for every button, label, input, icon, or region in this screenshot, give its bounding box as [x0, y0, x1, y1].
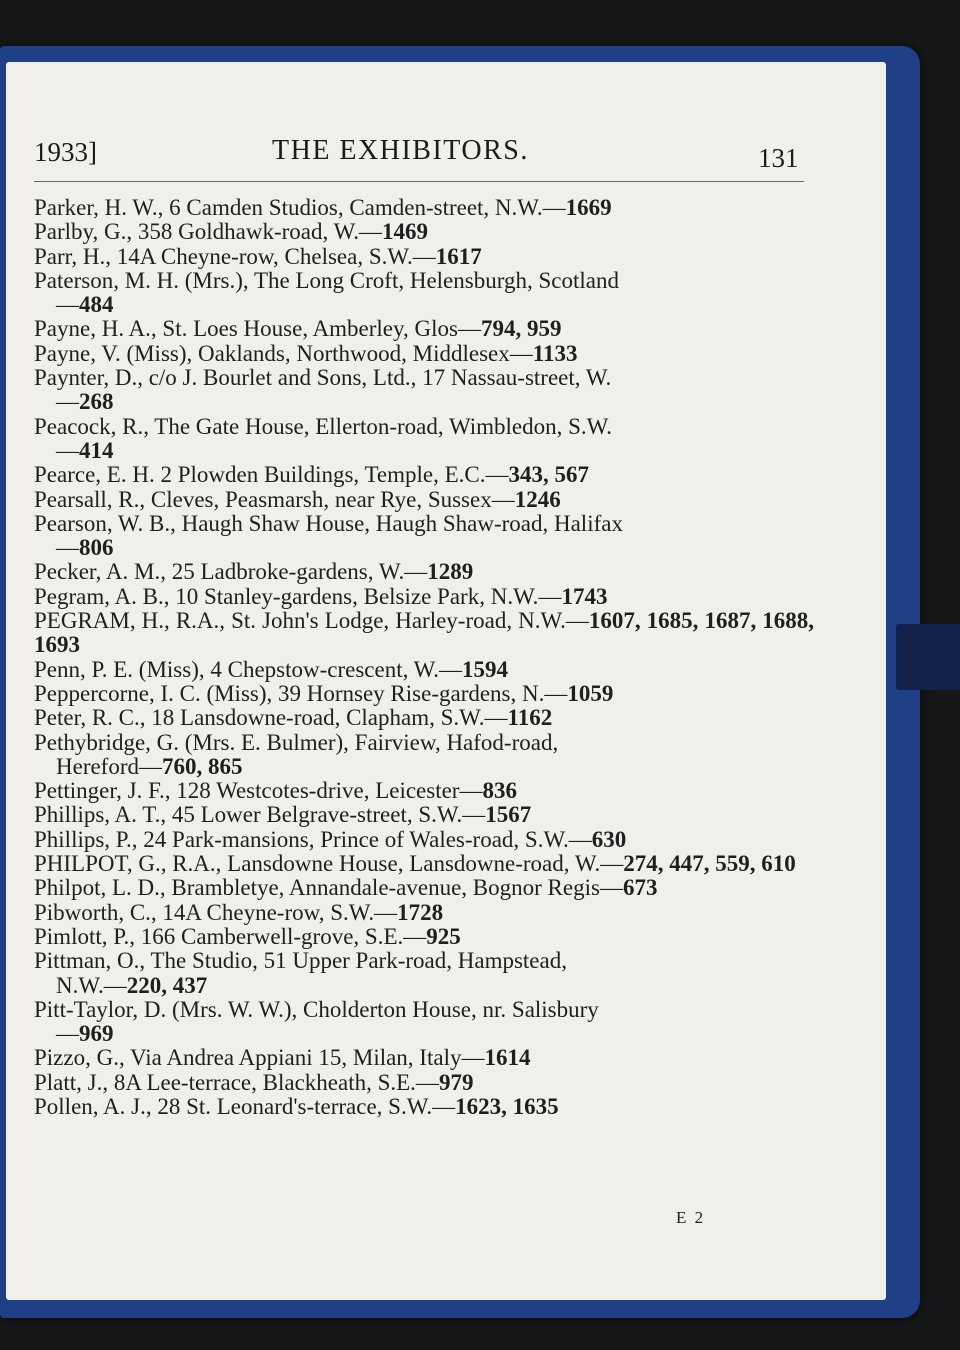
- exhibit-numbers: 806: [79, 535, 114, 561]
- exhibit-numbers: 925: [426, 923, 461, 949]
- entry-text: Phillips, P., 24 Park-mansions, Prince of Wales-road, S.W.—: [34, 826, 592, 852]
- entry-text: Pegram, A. B., 10 Stanley-gardens, Belsize Park, N.W.—: [34, 583, 562, 609]
- exhibit-numbers: 1669: [565, 195, 612, 220]
- exhibit-numbers: 1246: [514, 486, 561, 512]
- entry-text: Pitt-Taylor, D. (Mrs. W. W.), Cholderton House, nr. Salisbury: [34, 996, 599, 1022]
- exhibit-numbers: 836: [482, 778, 517, 804]
- continuation-text: —: [56, 437, 79, 463]
- entry-text: Pollen, A. J., 28 St. Leonard's-terrace, S.W.—: [34, 1093, 456, 1119]
- entry-text: Pearce, E. H. 2 Plowden Buildings, Temple, E.C.—: [34, 462, 509, 488]
- exhibitor-entry: [24, 949, 814, 998]
- entry-text: Pettinger, J. F., 128 Westcotes-drive, Leicester—: [34, 778, 483, 804]
- page-number: 131: [758, 143, 799, 173]
- exhibit-numbers: 1607, 1685, 1687, 1688, 1693: [34, 608, 815, 658]
- entry-continuation: [34, 439, 814, 463]
- exhibitor-entry: [24, 731, 814, 780]
- exhibitor-entry: [24, 512, 814, 561]
- exhibitor-entry: [24, 317, 814, 341]
- entry-continuation: [34, 755, 814, 779]
- entry-text: PEGRAM, H., R.A., St. John's Lodge, Harley-road, N.W.—: [34, 608, 589, 634]
- exhibitor-entry: [24, 609, 814, 658]
- exhibitor-entry: [24, 269, 814, 318]
- entry-continuation: [34, 536, 814, 560]
- exhibitor-entry: [24, 828, 814, 852]
- entry-text: Peter, R. C., 18 Lansdowne-road, Clapham, S.W.—: [34, 705, 508, 731]
- exhibit-numbers: 220, 437: [126, 972, 208, 998]
- entry-text: PHILPOT, G., R.A., Lansdowne House, Lansdowne-road, W.—: [34, 851, 624, 877]
- bookmark-ribbon: [896, 624, 960, 690]
- continuation-text: N.W.—: [56, 972, 127, 998]
- exhibitor-entry: [24, 682, 814, 706]
- entry-text: Peppercorne, I. C. (Miss), 39 Hornsey Rise-gardens, N.—: [34, 680, 568, 706]
- exhibit-numbers: 673: [622, 875, 658, 901]
- exhibit-numbers: 1289: [427, 559, 474, 585]
- exhibit-numbers: 414: [79, 437, 114, 463]
- exhibit-numbers: 794, 959: [480, 316, 562, 342]
- exhibitor-entry: [24, 560, 814, 584]
- exhibit-numbers: 1623, 1635: [455, 1093, 559, 1119]
- exhibitor-entry: [24, 585, 814, 609]
- entry-text: Pearson, W. B., Haugh Shaw House, Haugh Shaw-road, Halifax: [34, 510, 623, 536]
- continuation-text: —: [56, 389, 79, 415]
- exhibitor-entry: [24, 852, 814, 876]
- exhibit-numbers: 1059: [567, 680, 614, 706]
- exhibitor-entry: [24, 1046, 814, 1070]
- entry-text: Penn, P. E. (Miss), 4 Chepstow-crescent, W.—: [34, 656, 463, 682]
- entry-text: Pimlott, P., 166 Camberwell-grove, S.E.—: [34, 923, 427, 949]
- entry-text: Pethybridge, G. (Mrs. E. Bulmer), Fairview, Hafod-road,: [34, 729, 559, 755]
- exhibit-numbers: 343, 567: [508, 462, 590, 488]
- exhibitor-entry: [24, 998, 814, 1047]
- entry-continuation: [34, 1022, 814, 1046]
- exhibit-numbers: 979: [438, 1069, 474, 1095]
- exhibitor-entry: [24, 658, 814, 682]
- exhibitor-entry: [24, 342, 814, 366]
- exhibit-numbers: 484: [79, 292, 114, 318]
- entry-text: Payne, V. (Miss), Oaklands, Northwood, Middlesex—: [34, 340, 533, 366]
- entry-text: Paterson, M. H. (Mrs.), The Long Croft, Helensburgh, Scotland: [34, 267, 619, 293]
- exhibit-numbers: 760, 865: [162, 753, 243, 779]
- entry-text: Parr, H., 14A Cheyne-row, Chelsea, S.W.—: [34, 243, 436, 269]
- exhibitor-entry: [24, 803, 814, 827]
- exhibit-numbers: 1469: [381, 219, 428, 245]
- exhibitor-entry: [24, 925, 814, 949]
- exhibitor-entry: [24, 901, 814, 925]
- exhibitor-entry: [24, 366, 814, 415]
- entry-text: Payne, H. A., St. Loes House, Amberley, Glos—: [34, 316, 481, 342]
- exhibitor-entry: [24, 415, 814, 464]
- continuation-text: —: [56, 535, 79, 561]
- entry-text: Philpot, L. D., Brambletye, Annandale-avenue, Bognor Regis—: [34, 875, 623, 901]
- exhibit-numbers: 274, 447, 559, 610: [623, 851, 796, 877]
- exhibitor-entry: [24, 220, 814, 244]
- exhibit-numbers: 1614: [484, 1045, 531, 1071]
- entry-text: Paynter, D., c/o J. Bourlet and Sons, Ltd., 17 Nassau-street, W.: [34, 365, 612, 391]
- entry-text: Parlby, G., 358 Goldhawk-road, W.—: [34, 219, 382, 245]
- entry-text: Pearsall, R., Cleves, Peasmarsh, near Rye, Sussex—: [34, 486, 515, 512]
- continuation-text: Hereford—: [56, 753, 163, 779]
- exhibitor-entry: [24, 779, 814, 803]
- exhibit-numbers: 268: [79, 389, 114, 415]
- entry-text: Phillips, A. T., 45 Lower Belgrave-street, S.W.—: [34, 802, 486, 828]
- running-head: [6, 62, 886, 192]
- exhibit-numbers: 1594: [462, 656, 509, 682]
- exhibit-numbers: 1133: [532, 340, 578, 366]
- entry-text: Peacock, R., The Gate House, Ellerton-road, Wimbledon, S.W.: [34, 413, 612, 439]
- continuation-text: —: [56, 292, 79, 318]
- exhibitor-entry: [24, 245, 814, 269]
- exhibit-numbers: 1728: [397, 899, 444, 925]
- entry-text: Pittman, O., The Studio, 51 Upper Park-road, Hampstead,: [34, 948, 567, 974]
- header-title: THE EXHIBITORS.: [272, 135, 529, 166]
- header-year: 1933]: [34, 137, 97, 167]
- entry-continuation: [34, 293, 814, 317]
- entry-text: Platt, J., 8A Lee-terrace, Blackheath, S.E.—: [34, 1069, 439, 1095]
- entry-text: Pecker, A. M., 25 Ladbroke-gardens, W.—: [34, 559, 428, 585]
- exhibit-numbers: 1567: [485, 802, 532, 828]
- signature-mark: E 2: [676, 1208, 706, 1227]
- exhibitor-list: [24, 196, 814, 1119]
- exhibit-numbers: 969: [79, 1021, 114, 1047]
- continuation-text: —: [56, 1021, 79, 1047]
- exhibit-numbers: 1743: [561, 583, 608, 609]
- exhibit-numbers: 630: [591, 826, 627, 852]
- exhibitor-entry: [24, 1071, 814, 1095]
- entry-text: Pibworth, C., 14A Cheyne-row, S.W.—: [34, 899, 398, 925]
- entry-continuation: [34, 390, 814, 414]
- exhibit-numbers: 1617: [435, 243, 482, 269]
- entry-continuation: [34, 974, 814, 998]
- entry-text: Pizzo, G., Via Andrea Appiani 15, Milan, Italy—: [34, 1045, 485, 1071]
- exhibit-numbers: 1162: [507, 705, 553, 731]
- exhibitor-entry: [24, 1095, 814, 1119]
- exhibitor-entry: [24, 463, 814, 487]
- exhibitor-entry: [24, 488, 814, 512]
- exhibitor-entry: [24, 706, 814, 730]
- header-rule: [34, 181, 804, 182]
- exhibitor-entry: [24, 876, 814, 900]
- book-page: [6, 62, 886, 1300]
- exhibitor-entry: [24, 196, 814, 220]
- entry-text: Parker, H. W., 6 Camden Studios, Camden-street, N.W.—: [34, 195, 566, 220]
